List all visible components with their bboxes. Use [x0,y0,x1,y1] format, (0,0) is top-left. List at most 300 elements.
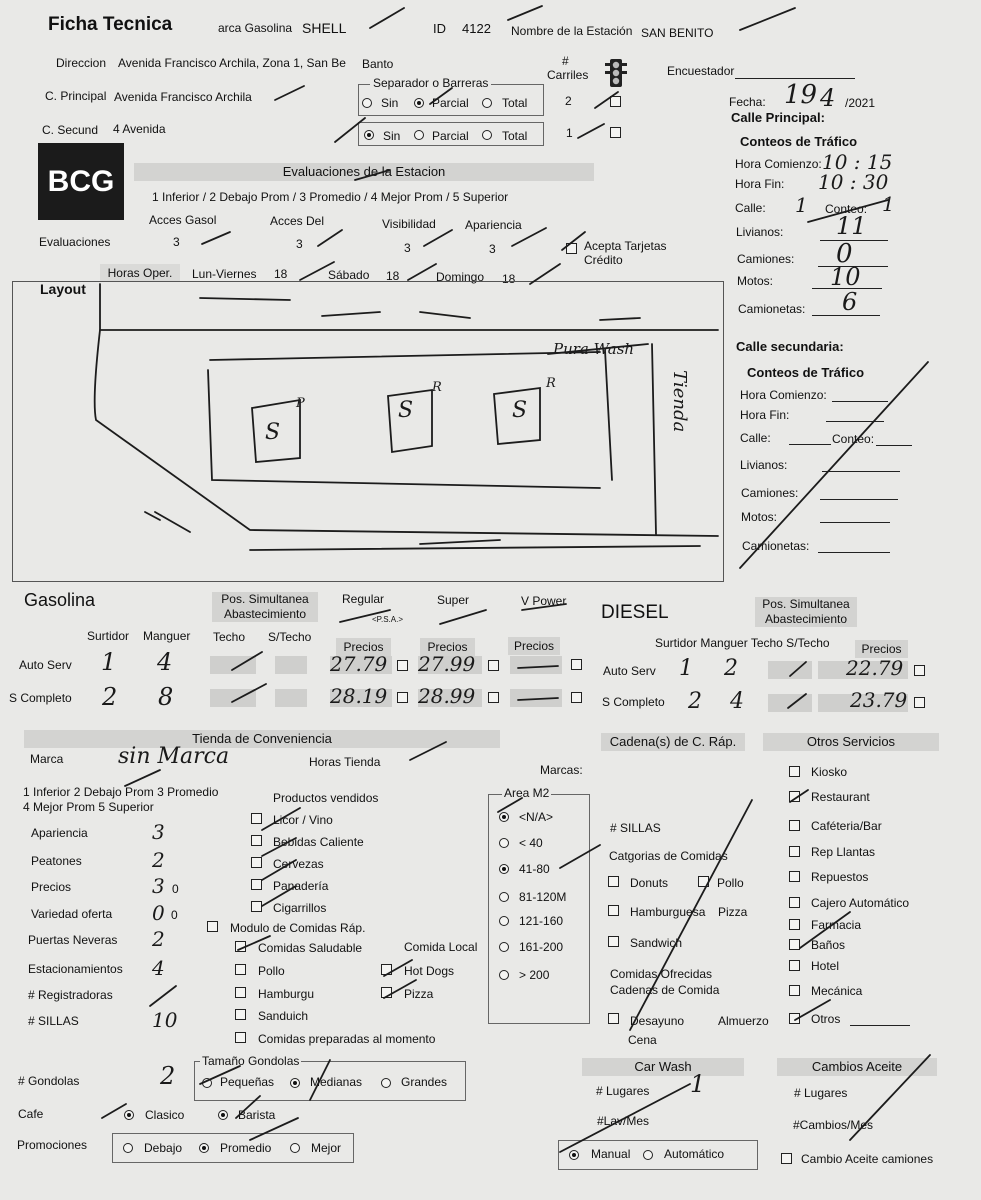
traffic-light-icon [604,58,628,88]
prod-cervezas-check[interactable] [251,857,262,868]
station-label: Nombre de la Estación [511,24,633,38]
otros-item-check[interactable] [789,985,800,996]
sep-cs-total-radio[interactable] [482,130,492,140]
otros-item-label: Caféteria/Bar [811,819,882,833]
area-o5-radio[interactable] [499,916,509,926]
carwash-auto-label: Automático [664,1147,725,1161]
diesel-auto-precio: 22.79 [846,656,904,680]
tam-pequenas-radio[interactable] [202,1078,212,1088]
m-hotdogs-check[interactable] [381,964,392,975]
tienda-row-value: 0 [152,901,165,925]
calle-principal-label: C. Principal [45,89,107,103]
otros-item-label: Hotel [811,959,840,973]
encuestador-label: Encuestador [667,64,735,78]
sep-cp-sin-radio[interactable] [362,98,372,108]
otros-item-label: Rep Llantas [811,845,876,859]
m-preparadas-label: Comidas preparadas al momento [258,1032,436,1046]
m-pollo-check[interactable] [235,964,246,975]
cad-hamburguesa-label: Hamburguesa [630,905,706,919]
t1-camionetas-value: 6 [842,288,858,316]
eval-h-acces-gasol: Acces Gasol [149,213,217,227]
gas-vpower-label: V Power [521,594,567,608]
gas-comp-regular: 28.19 [330,684,388,708]
prod-cigarrillos-label: Cigarrillos [273,901,327,915]
gas-auto-techo[interactable] [210,656,256,674]
m-hamburgu-label: Hamburgu [258,987,315,1001]
t2-motos-label: Motos: [741,510,778,524]
gas-comp-stecho[interactable] [275,689,307,707]
m-saludable-label: Comidas Saludable [258,941,363,955]
traffic2-title: Conteos de Tráfico [747,365,865,380]
promo-promedio-radio[interactable] [199,1143,209,1153]
horas-oper-label: Horas Oper. [100,264,180,282]
tarjetas-label: Acepta Tarjetas [584,239,667,253]
fecha-dia: 19 [784,80,818,110]
tienda-marca-label: Marca [30,752,64,766]
cad-pizza-label: Pizza [718,905,748,919]
credito-label: Crédito [584,253,623,267]
diesel-header: Surtidor Manguer Techo S/Techo [655,636,830,650]
t1-motos-value: 10 [830,263,861,291]
area-o2-radio[interactable] [499,838,509,848]
t2-hora-comienzo-line[interactable] [832,401,888,402]
t2-conteo-line[interactable] [876,445,912,446]
diesel-auto-techo[interactable] [768,661,812,679]
t1-livianos-label: Livianos: [736,225,784,239]
tienda-row-label: # Registradoras [28,988,113,1002]
tienda-row-label: Peatones [31,854,82,868]
gas-comp-regular-check[interactable] [397,692,408,703]
sep-cs-sin-label: Sin [383,129,401,143]
prod-licor-label: Licor / Vino [273,813,333,827]
m-preparadas-check[interactable] [235,1032,246,1043]
t1-motos-label: Motos: [737,274,774,288]
promociones-label: Promociones [17,1138,88,1152]
bcg-logo: BCG [38,143,124,220]
modulo-comidas-label: Modulo de Comidas Ráp. [230,921,366,935]
aceite-cambios-label: #Cambios/Mes [793,1118,874,1132]
promo-mejor-label: Mejor [311,1141,342,1155]
t1-livianos-line[interactable] [820,240,888,241]
otros-item-label: Restaurant [811,790,870,804]
sep-cp-total-radio[interactable] [482,98,492,108]
tarjetas-check[interactable] [566,243,577,254]
otros-item-check[interactable] [789,897,800,908]
id-label: ID [433,21,446,36]
gas-auto-regular-check[interactable] [397,660,408,671]
eval-h-acces-del: Acces Del [270,214,325,228]
direccion-label: Direccion [56,56,107,70]
gas-pos-simultanea [212,592,318,622]
cafe-clasico-radio[interactable] [124,1110,134,1120]
cad-desayuno-label: Desayuno [630,1014,685,1028]
traffic1-title: Conteos de Tráfico [740,134,858,149]
cad-almuerzo-label: Almuerzo [718,1014,769,1028]
eval-v2: 3 [296,237,303,251]
m-pizza-label: Pizza [404,987,434,1001]
diesel-auto-manguer: 2 [724,656,738,681]
gas-comp-surtidor: 2 [102,683,118,711]
t2-camiones-label: Camiones: [741,486,799,500]
area-o5-label: 121-160 [519,914,564,928]
cad-pollo-check[interactable] [698,876,709,887]
area-box [488,794,590,1024]
direccion-value: Avenida Francisco Archila, Zona 1, San Be [118,56,346,70]
t2-hora-comienzo-label: Hora Comienzo: [740,388,827,402]
cad-cena-label: Cena [628,1033,657,1047]
prod-panaderia-label: Panadería [273,879,329,893]
t2-livianos-line[interactable] [822,471,900,472]
sabado-value: 18 [386,269,400,283]
gas-auto-manguer: 4 [157,648,173,676]
gondolas-value: 2 [160,1062,176,1090]
gas-auto-label: Auto Serv [19,658,72,672]
diesel-title: DIESEL [601,602,669,623]
carwash-lav-label: #Lav/Mes [597,1114,650,1128]
gas-surtidor-h: Surtidor [87,629,130,643]
tienda-marca-value: sin Marca [118,744,230,769]
t1-calle-value: 1 [795,193,808,217]
sep-cp-parcial-label: Parcial [432,96,469,110]
t1-camiones-value: 0 [836,239,853,269]
tienda-row-value: 3 [152,874,165,898]
aceite-lugares-label: # Lugares [794,1086,848,1100]
eval-scale: 1 Inferior / 2 Debajo Prom / 3 Promedio / 4 Mejor Prom / 5 Superior [152,190,509,204]
t2-calle-line[interactable] [789,444,831,445]
prod-cervezas-label: Cervezas [273,857,324,871]
layout-island-1-p: P [296,396,305,411]
cad-donuts-check[interactable] [608,876,619,887]
layout-carwash-label: Pura Wash [553,340,635,358]
tamano-title: Tamaño Gondolas [202,1054,300,1068]
t2-livianos-label: Livianos: [740,458,788,472]
tienda-row-label: # SILLAS [28,1014,79,1028]
t2-camionetas-label: Camionetas: [742,539,810,553]
tam-grandes-radio[interactable] [381,1078,391,1088]
calle-secundaria-label: C. Secund [42,123,99,137]
area-o4-radio[interactable] [499,892,509,902]
lun-viernes-value: 18 [274,267,288,281]
m-pollo-label: Pollo [258,964,285,978]
diesel-pos-line2: Abastecimiento [764,612,848,626]
gas-comp-super-check[interactable] [488,692,499,703]
productos-title: Productos vendidos [273,791,379,805]
tienda-row-label: Precios [31,880,72,894]
carriles-hash: # [562,54,569,68]
layout-island-3: S [512,398,528,423]
diesel-auto-surtidor: 1 [679,656,693,681]
prod-bebidas-label: Bebidas Caliente [273,835,364,849]
layout-frame[interactable] [12,281,724,582]
gas-comp-vpower-field[interactable] [510,689,562,707]
prod-panaderia-check[interactable] [251,879,262,890]
cafe-barista-radio[interactable] [218,1110,228,1120]
layout-island-2: S [398,398,414,423]
promo-mejor-radio[interactable] [290,1143,300,1153]
promo-debajo-label: Debajo [144,1141,183,1155]
otros-item-label: Kiosko [811,765,848,779]
otros-item-check[interactable] [789,919,800,930]
t1-camionetas-label: Camionetas: [738,302,806,316]
domingo-label: Domingo [436,270,485,284]
gas-auto-super: 27.99 [418,652,476,676]
fecha-label: Fecha: [729,95,766,109]
t1-hora-fin-label: Hora Fin: [735,177,785,191]
carwash-lugares-value: 1 [690,1070,706,1098]
diesel-comp-check[interactable] [914,697,925,708]
area-o1-radio[interactable] [499,812,509,822]
carriles-cp-check[interactable] [610,96,621,107]
gas-comp-techo[interactable] [210,689,256,707]
carriles-label: Carriles [547,68,589,82]
cad-donuts-label: Donuts [630,876,669,890]
calle-principal-value: Avenida Francisco Archila [114,90,252,104]
calle-secundaria-value: 4 Avenida [113,122,166,136]
tienda-scale-1: 1 Inferior 2 Debajo Prom 3 Promedio [23,785,219,799]
area-o7-radio[interactable] [499,970,509,980]
otros-item-label: Cajero Automático [811,896,910,910]
t1-camionetas-line[interactable] [812,315,880,316]
tam-grandes-label: Grandes [401,1075,448,1089]
cafe-barista-label: Barista [238,1108,276,1122]
aceite-camiones-label: Cambio Aceite camiones [801,1152,934,1166]
m-hotdogs-label: Hot Dogs [404,964,455,978]
brand-value: SHELL [302,20,347,36]
modulo-comidas-check[interactable] [207,921,218,932]
t1-conteo-label: Conteo: [825,202,868,216]
otros-item-label: Mecánica [811,984,863,998]
area-o3-label: 41-80 [519,862,550,876]
eval-h-apariencia: Apariencia [465,218,522,232]
diesel-auto-label: Auto Serv [603,664,656,678]
t1-conteo-value: 1 [882,192,895,216]
cad-ofrecidas-1: Comidas Ofrecidas [610,967,713,981]
otros-item-label: Farmacia [811,918,862,932]
gas-manguer-h: Manguer [143,629,191,643]
cad-sandwich-check[interactable] [608,936,619,947]
carriles-cs: 1 [566,126,573,140]
sep-cs-total-label: Total [502,129,528,143]
t1-camiones-label: Camiones: [737,252,795,266]
gas-super-label: Super [437,593,470,607]
domingo-value: 18 [502,272,516,286]
area-title: Area M2 [504,786,550,800]
gas-auto-super-check[interactable] [488,660,499,671]
carriles-cp: 2 [565,94,572,108]
tienda-precios-suffix: 0 [172,882,179,896]
gas-pos-line2: Abastecimiento [223,607,307,621]
t1-hora-comienzo-label: Hora Comienzo: [735,157,822,171]
otros-title: Otros Servicios [763,733,939,751]
gas-comp-manguer: 8 [158,683,174,711]
marcas-label: Marcas: [540,763,583,777]
promo-promedio-label: Promedio [220,1141,272,1155]
lun-viernes-label: Lun-Viernes [192,267,257,281]
gondolas-label: # Gondolas [18,1074,80,1088]
t1-livianos-value: 11 [836,212,867,240]
carriles-cs-check[interactable] [610,127,621,138]
evaluaciones-label: Evaluaciones [39,235,111,249]
gas-precios-regular-h: Precios [336,638,391,656]
diesel-pos-line1: Pos. Simultanea [762,597,850,611]
t2-hora-fin-line[interactable] [826,421,884,422]
gas-psa-label: <P.S.A.> [372,615,403,624]
carwash-manual-radio[interactable] [569,1150,579,1160]
tam-medianas-radio[interactable] [290,1078,300,1088]
calle-secundaria-heading: Calle secundaria: [736,339,844,354]
layout-island-2-r: R [432,380,442,395]
diesel-comp-manguer: 4 [730,689,744,714]
sep-cs-parcial-radio[interactable] [414,130,424,140]
tienda-row-label: Puertas Neveras [28,933,118,947]
gas-precios-super-h: Precios [420,638,475,656]
m-hamburgu-check[interactable] [235,987,246,998]
gas-auto-vpower-field[interactable] [510,656,562,674]
diesel-pos-simultanea [755,597,857,627]
m-sanduich-label: Sanduich [258,1009,309,1023]
otros-item-check[interactable] [789,766,800,777]
diesel-comp-techo[interactable] [768,694,812,712]
cadena-cat-label: Catgorias de Comidas [609,849,728,863]
t1-hora-comienzo-value: 10 : 15 [822,150,893,174]
gas-auto-stecho[interactable] [275,656,307,674]
comida-local-label: Comida Local [404,940,478,954]
sep-cs-parcial-label: Parcial [432,129,469,143]
area-o3-radio[interactable] [499,864,509,874]
otros-item-check[interactable] [789,1013,800,1024]
gasolina-title: Gasolina [24,590,96,610]
t2-calle-label: Calle: [740,431,771,445]
sep-cp-sin-label: Sin [381,96,399,110]
t2-conteo-label: Conteo: [832,432,875,446]
direccion-value-2: Banto [362,57,394,71]
cad-hamburguesa-check[interactable] [608,905,619,916]
tienda-row-label: Estacionamientos [28,962,123,976]
otros-line[interactable] [850,1025,910,1026]
fecha-mes: 4 [820,84,836,112]
otros-item-check[interactable] [789,791,800,802]
t2-camionetas-line[interactable] [818,552,890,553]
tienda-title: Tienda de Conveniencia [24,730,500,748]
gas-comp-label: S Completo [9,691,72,705]
prod-cigarrillos-check[interactable] [251,901,262,912]
tienda-scale-2: 4 Mejor Prom 5 Superior [23,800,154,814]
calle-principal-heading: Calle Principal: [731,110,825,125]
t2-hora-fin-label: Hora Fin: [740,408,790,422]
gas-stecho-h: S/Techo [268,630,312,644]
brand-label: arca Gasolina [218,21,293,35]
otros-item-check[interactable] [789,820,800,831]
t1-calle-label: Calle: [735,201,766,215]
area-o4-label: 81-120M [519,890,567,904]
tienda-row-value: 2 [152,848,165,872]
encuestador-line[interactable] [735,78,855,79]
diesel-comp-surtidor: 2 [688,689,702,714]
carwash-title: Car Wash [582,1058,744,1076]
area-o2-label: < 40 [519,836,543,850]
sep-cp-total-label: Total [502,96,528,110]
m-saludable-check[interactable] [235,941,246,952]
gas-regular-label: Regular [342,592,385,606]
eval-v1: 3 [173,235,180,249]
station-value: SAN BENITO [641,26,714,40]
carwash-tipo-box [558,1140,758,1170]
aceite-title: Cambios Aceite [777,1058,937,1076]
tam-medianas-label: Medianas [310,1075,363,1089]
otros-item-check[interactable] [789,939,800,950]
tienda-row-value: 3 [152,820,165,844]
otros-item-check[interactable] [789,871,800,882]
m-pizza-check[interactable] [381,987,392,998]
sep-cp-parcial-radio[interactable] [414,98,424,108]
diesel-comp-precio: 23.79 [850,688,908,712]
carwash-lugares-label: # Lugares [596,1084,650,1098]
layout-tienda-label: Tienda [669,370,690,433]
prod-bebidas-check[interactable] [251,835,262,846]
prod-licor-check[interactable] [251,813,262,824]
cafe-label: Cafe [18,1107,44,1121]
area-o7-label: > 200 [519,968,550,982]
otros-item-check[interactable] [789,960,800,971]
tienda-row-value: 10 [152,1008,178,1032]
gas-techo-h: Techo [213,630,246,644]
t2-motos-line[interactable] [820,522,890,523]
layout-island-1: S [265,420,281,445]
otros-item-label: Repuestos [811,870,869,884]
tam-pequenas-label: Pequeñas [220,1075,275,1089]
cad-desayuno-check[interactable] [608,1013,619,1024]
tienda-variedad-suffix: 0 [171,908,178,922]
aceite-camiones-check[interactable] [781,1153,792,1164]
form-title: Ficha Tecnica [48,14,173,35]
promo-debajo-radio[interactable] [123,1143,133,1153]
gas-comp-super: 28.99 [418,684,476,708]
area-o6-label: 161-200 [519,940,564,954]
gas-precios-vpower-h: Precios [508,637,560,655]
sep-cs-sin-radio[interactable] [364,130,374,140]
gas-auto-surtidor: 1 [101,648,117,676]
id-value: 4122 [462,21,491,36]
layout-label: Layout [40,281,86,297]
eval-title: Evaluaciones de la Estacion [134,163,594,181]
gas-auto-regular: 27.79 [330,652,388,676]
eval-v3: 3 [404,241,411,255]
cad-sandwich-label: Sandwich [630,936,683,950]
cadena-title: Cadena(s) de C. Ráp. [601,733,745,751]
diesel-auto-check[interactable] [914,665,925,676]
diesel-comp-label: S Completo [602,695,665,709]
carwash-manual-label: Manual [591,1147,631,1161]
tienda-row-value: 4 [152,956,165,980]
diesel-precios-h: Precios [855,640,908,658]
otros-item-label: Otros [811,1012,841,1026]
layout-island-3-r: R [546,376,556,391]
cad-pollo-label: Pollo [717,876,744,890]
otros-item-check[interactable] [789,846,800,857]
gas-auto-vpower-check[interactable] [571,659,582,670]
tienda-row-value: 2 [152,927,165,951]
gas-comp-vpower-check[interactable] [571,692,582,703]
eval-v4: 3 [489,242,496,256]
cafe-clasico-label: Clasico [145,1108,185,1122]
m-sanduich-check[interactable] [235,1009,246,1020]
gas-pos-line1: Pos. Simultanea [221,592,309,606]
carwash-auto-radio[interactable] [643,1150,653,1160]
separador-label: Separador o Barreras [370,76,491,90]
area-o6-radio[interactable] [499,942,509,952]
eval-h-visibilidad: Visibilidad [382,217,436,231]
t2-camiones-line[interactable] [820,499,898,500]
